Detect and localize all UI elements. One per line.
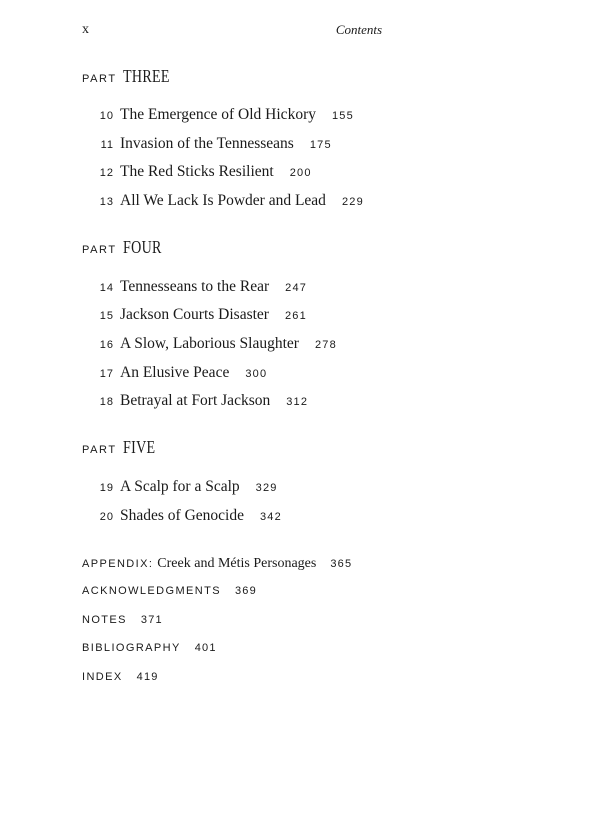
toc-entry-notes[interactable] [82, 614, 163, 626]
back-matter-label: APPENDIX: [82, 558, 154, 570]
chapter-title: All We Lack Is Powder and Lead [120, 192, 326, 209]
back-matter-page: 365 [330, 558, 353, 570]
part-number: THREE [122, 66, 170, 86]
chapter-title: A Scalp for a Scalp [120, 478, 240, 495]
chapter-page: 312 [286, 396, 309, 408]
chapter-title: Betrayal at Fort Jackson [120, 392, 271, 409]
part-label: PART [82, 73, 117, 85]
back-matter-page: 419 [136, 671, 159, 683]
chapter-title: Invasion of the Tennesseans [120, 135, 294, 152]
part-heading-three [82, 66, 183, 87]
chapter-title: Shades of Genocide [120, 507, 244, 524]
toc-entry-bibliography[interactable] [82, 642, 217, 654]
back-matter-title: Creek and Métis Personages [157, 556, 317, 571]
chapter-page: 278 [314, 339, 337, 351]
chapter-number: 20 [99, 511, 114, 523]
chapter-title: Tennesseans to the Rear [120, 278, 270, 295]
toc-entry-chapter-20[interactable] [82, 507, 282, 525]
page-folio: x [82, 22, 89, 37]
toc-entry-appendix[interactable] [82, 556, 352, 572]
part-heading-five [82, 437, 164, 458]
chapter-page: 200 [289, 167, 312, 179]
chapter-number: 14 [99, 282, 114, 294]
running-title: Contents [335, 22, 383, 37]
toc-entry-chapter-17[interactable] [82, 364, 267, 382]
chapter-page: 329 [255, 482, 278, 494]
toc-entry-chapter-18[interactable] [82, 392, 308, 410]
chapter-title: Jackson Courts Disaster [120, 306, 269, 323]
toc-entry-chapter-14[interactable] [82, 278, 307, 296]
back-matter-label: BIBLIOGRAPHY [82, 642, 181, 654]
chapter-number: 12 [99, 167, 114, 179]
toc-entry-chapter-10[interactable] [82, 106, 354, 124]
toc-entry-chapter-15[interactable] [82, 306, 307, 324]
chapter-page: 175 [309, 139, 332, 151]
chapter-title: The Red Sticks Resilient [120, 163, 274, 180]
back-matter-page: 371 [140, 614, 163, 626]
chapter-number: 10 [99, 110, 114, 122]
chapter-page: 300 [245, 368, 268, 380]
back-matter-label: INDEX [82, 671, 123, 683]
back-matter-label: NOTES [82, 614, 127, 626]
toc-entry-chapter-12[interactable] [82, 163, 312, 181]
part-number: FOUR [122, 237, 162, 257]
toc-entry-chapter-16[interactable] [82, 335, 337, 353]
chapter-page: 155 [331, 110, 354, 122]
toc-entry-acknowledgments[interactable] [82, 585, 257, 597]
chapter-page: 247 [285, 282, 308, 294]
toc-entry-chapter-11[interactable] [82, 135, 332, 153]
back-matter-page: 401 [194, 642, 217, 654]
chapter-number: 19 [99, 482, 114, 494]
chapter-number: 17 [99, 368, 114, 380]
chapter-number: 18 [99, 396, 114, 408]
chapter-number: 15 [99, 310, 114, 322]
chapter-number: 13 [99, 196, 114, 208]
chapter-page: 261 [284, 310, 307, 322]
back-matter-label: ACKNOWLEDGMENTS [82, 585, 221, 597]
part-label: PART [82, 444, 117, 456]
chapter-title: A Slow, Laborious Slaughter [120, 335, 299, 352]
chapter-title: An Elusive Peace [120, 364, 230, 381]
chapter-page: 229 [341, 196, 364, 208]
toc-entry-index[interactable] [82, 671, 159, 683]
chapter-number: 11 [100, 139, 114, 151]
toc-entry-chapter-19[interactable] [82, 478, 278, 496]
toc-entry-chapter-13[interactable] [82, 192, 364, 210]
running-head [82, 22, 518, 40]
chapter-page: 342 [259, 511, 282, 523]
part-heading-four [82, 237, 172, 258]
chapter-number: 16 [99, 339, 114, 351]
back-matter-page: 369 [234, 585, 257, 597]
part-label: PART [82, 244, 117, 256]
chapter-title: The Emergence of Old Hickory [120, 106, 316, 123]
part-number: FIVE [122, 437, 156, 457]
